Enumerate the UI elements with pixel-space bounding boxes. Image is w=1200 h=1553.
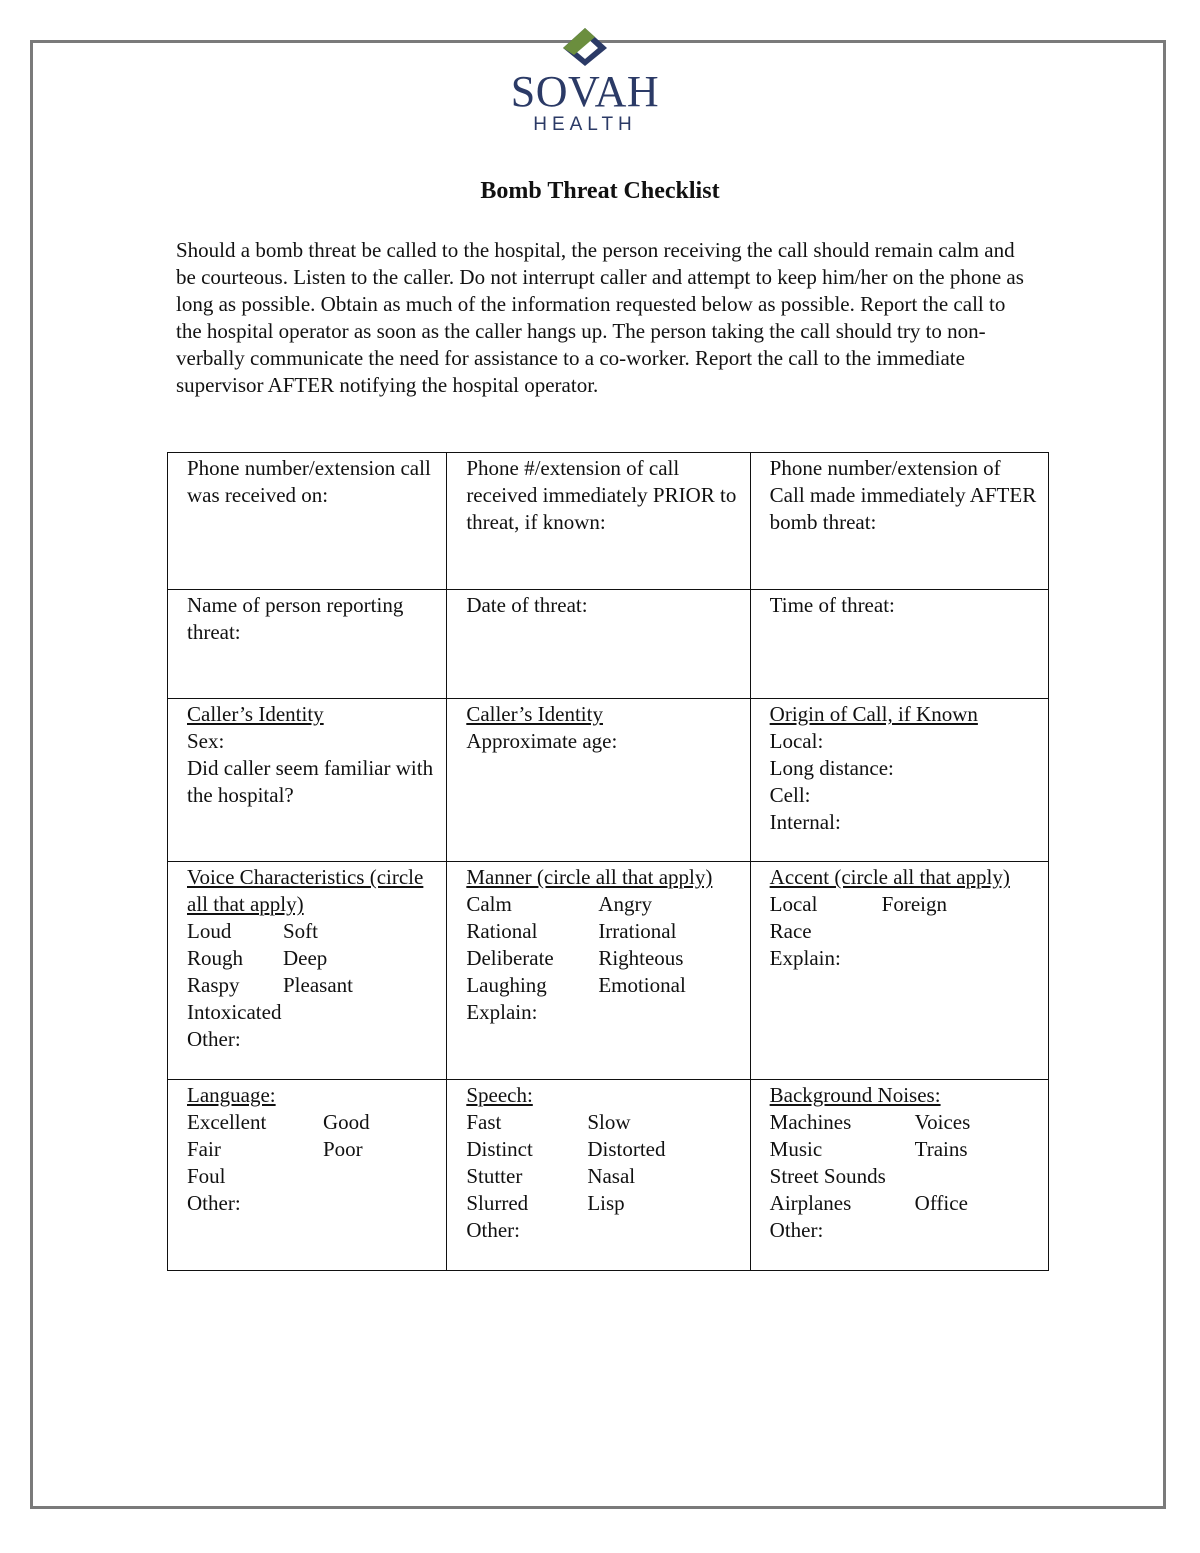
option-street-sounds[interactable]: Street Sounds <box>769 1164 886 1188</box>
option-deep[interactable]: Deep <box>283 946 328 970</box>
option-pleasant[interactable]: Pleasant <box>283 973 353 997</box>
phone-after-cell[interactable] <box>750 453 1048 590</box>
page-title: Bomb Threat Checklist <box>480 178 720 204</box>
option-irrational[interactable]: Irrational <box>598 919 677 943</box>
reporter-name-cell[interactable] <box>168 590 447 699</box>
cell-heading: Caller’s Identity <box>466 702 603 726</box>
option-excellent[interactable]: Excellent <box>187 1110 267 1134</box>
other-label: Other: <box>187 1027 241 1051</box>
option-slurred[interactable]: Slurred <box>466 1191 529 1215</box>
option-voices[interactable]: Voices <box>914 1110 971 1134</box>
option-local-accent[interactable]: Local <box>769 892 818 916</box>
option-trains[interactable]: Trains <box>914 1137 968 1161</box>
cell-heading: Voice Characteristics (circle all that apply) <box>187 865 424 916</box>
option-distorted[interactable]: Distorted <box>587 1137 666 1161</box>
option-emotional[interactable]: Emotional <box>598 973 686 997</box>
cell-label: Time of threat: <box>769 593 895 617</box>
option-fair[interactable]: Fair <box>187 1137 221 1161</box>
option-deliberate[interactable]: Deliberate <box>466 946 554 970</box>
option-nasal[interactable]: Nasal <box>587 1164 636 1188</box>
option-music[interactable]: Music <box>769 1137 823 1161</box>
language-cell <box>168 1080 447 1271</box>
age-label: Approximate age: <box>466 729 618 753</box>
caller-age-cell[interactable] <box>447 699 750 862</box>
table-row <box>168 1080 1049 1271</box>
phone-prior-cell[interactable] <box>447 453 750 590</box>
option-machines[interactable]: Machines <box>769 1110 852 1134</box>
cell-label: Phone #/extension of call received immediately PRIOR to threat, if known: <box>466 456 737 534</box>
option-foreign[interactable]: Foreign <box>881 892 947 916</box>
option-stutter[interactable]: Stutter <box>466 1164 523 1188</box>
cell-heading: Caller’s Identity <box>187 702 324 726</box>
other-label: Other: <box>187 1191 241 1215</box>
threat-time-cell[interactable] <box>750 590 1048 699</box>
caller-identity-cell[interactable] <box>168 699 447 862</box>
option-calm[interactable]: Calm <box>466 892 512 916</box>
logo-subtitle: HEALTH <box>533 114 637 135</box>
option-righteous[interactable]: Righteous <box>598 946 684 970</box>
origin-long-distance: Long distance: <box>769 756 894 780</box>
option-good[interactable]: Good <box>323 1110 370 1134</box>
table-row <box>168 590 1049 699</box>
cell-label: Phone number/extension call was received on: <box>187 456 431 507</box>
cell-heading: Language: <box>187 1083 276 1107</box>
other-label: Other: <box>769 1218 824 1242</box>
familiar-label: Did caller seem familiar with the hospital? <box>187 756 434 807</box>
option-loud[interactable]: Loud <box>187 919 232 943</box>
origin-internal: Internal: <box>769 810 841 834</box>
option-lisp[interactable]: Lisp <box>587 1191 625 1215</box>
option-slow[interactable]: Slow <box>587 1110 631 1134</box>
cell-heading: Manner (circle all that apply) <box>466 865 713 889</box>
option-poor[interactable]: Poor <box>323 1137 363 1161</box>
cell-label: Name of person reporting threat: <box>187 593 404 644</box>
explain-label: Explain: <box>466 1000 538 1024</box>
diamond-mark-icon <box>500 26 670 70</box>
option-rough[interactable]: Rough <box>187 946 244 970</box>
threat-date-cell[interactable] <box>447 590 750 699</box>
cell-heading: Origin of Call, if Known <box>769 702 978 726</box>
option-rational[interactable]: Rational <box>466 919 538 943</box>
other-label: Other: <box>466 1218 520 1242</box>
table-row <box>168 453 1049 590</box>
background-noises-cell <box>750 1080 1048 1271</box>
logo-name: SOVAH <box>510 67 660 116</box>
voice-characteristics-cell <box>168 862 447 1080</box>
sex-label: Sex: <box>187 729 225 753</box>
option-angry[interactable]: Angry <box>598 892 652 916</box>
option-soft[interactable]: Soft <box>283 919 319 943</box>
explain-label: Explain: <box>769 946 841 970</box>
option-fast[interactable]: Fast <box>466 1110 502 1134</box>
cell-label: Date of threat: <box>466 593 588 617</box>
origin-cell: Cell: <box>769 783 811 807</box>
cell-label: Phone number/extension of Call made immediately AFTER bomb threat: <box>769 456 1037 534</box>
option-distinct[interactable]: Distinct <box>466 1137 533 1161</box>
checklist-table <box>167 452 1049 1271</box>
cell-heading: Accent (circle all that apply) <box>769 865 1010 889</box>
phone-received-cell[interactable] <box>168 453 447 590</box>
option-airplanes[interactable]: Airplanes <box>769 1191 852 1215</box>
accent-cell <box>750 862 1048 1080</box>
option-office[interactable]: Office <box>914 1191 968 1215</box>
cell-heading: Background Noises: <box>769 1083 941 1107</box>
table-row <box>168 862 1049 1080</box>
speech-cell <box>447 1080 750 1271</box>
option-race[interactable]: Race <box>769 919 812 943</box>
manner-cell <box>447 862 750 1080</box>
intro-paragraph: Should a bomb threat be called to the hospital, the person receiving the call should remain calm and be courteous. Listen to the caller. Do not interrupt caller and attempt to keep him/her on the phone as long as possible. Obtain as much of the information requested below as possible. Report the call to the hospital operator as soon as the caller hangs up. The person taking the call should try to non-verbally communicate the need for assistance to a co-worker. Report the call to the immediate supervisor AFTER notifying the hospital operator. <box>176 238 1024 397</box>
origin-local: Local: <box>769 729 824 753</box>
option-raspy[interactable]: Raspy <box>187 973 240 997</box>
sovah-health-logo <box>500 26 670 138</box>
cell-heading: Speech: <box>466 1083 533 1107</box>
option-intoxicated[interactable]: Intoxicated <box>187 1000 282 1024</box>
option-foul[interactable]: Foul <box>187 1164 226 1188</box>
option-laughing[interactable]: Laughing <box>466 973 547 997</box>
table-row <box>168 699 1049 862</box>
call-origin-cell[interactable] <box>750 699 1048 862</box>
